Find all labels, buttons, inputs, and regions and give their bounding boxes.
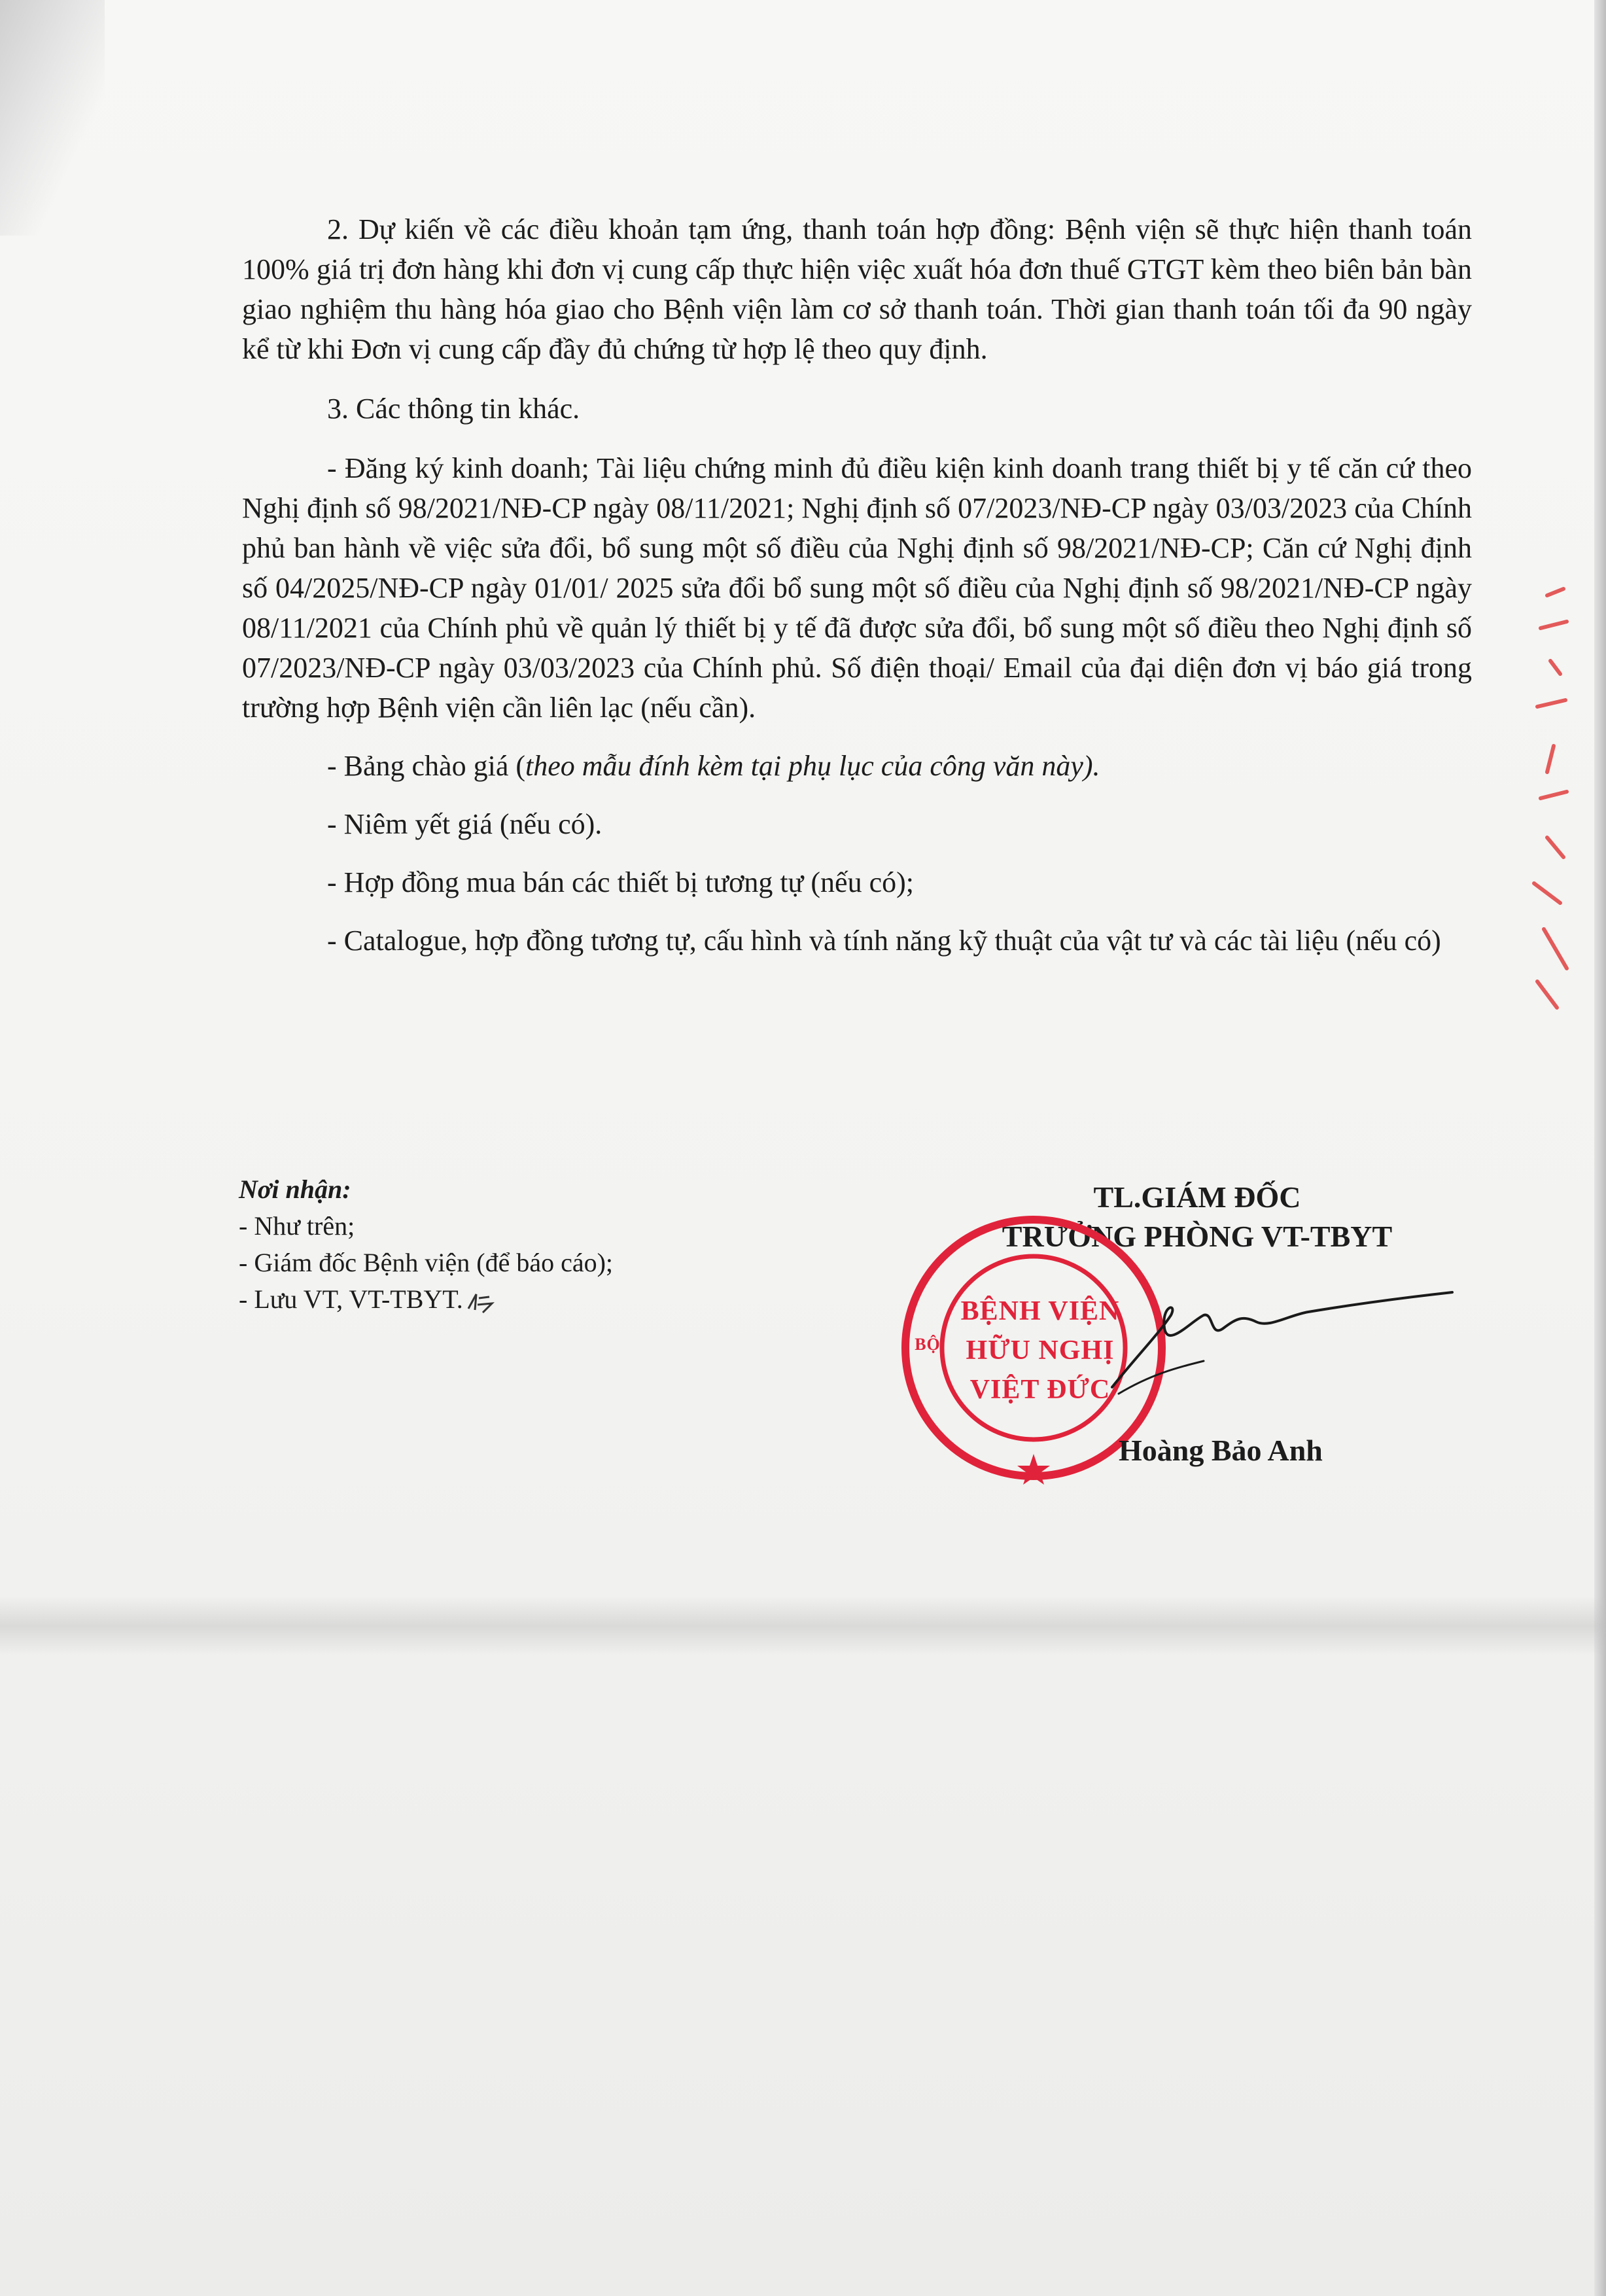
paragraph-business-registration: - Đăng ký kinh doanh; Tài liệu chứng minh đủ điều kiện kinh doanh trang thiết bị y tế căn cứ theo Nghị định số 98/2021/NĐ-CP ngày 08/11/2021; Nghị định số 07/2023/NĐ-CP ngày 03/03/2023 của Chính phủ ban hành về việc sửa đổi, bổ sung một số điều của Nghị định số 98/2021/NĐ-CP; Căn cứ Nghị định số 04/2025/NĐ-CP ngày 01/01/ 2025 sửa đổi bổ sung một số điều của Nghị định số 98/2021/NĐ-CP ngày 08/11/2021 của Chính phủ về quản lý thiết bị y tế đã được sửa đổi, bổ sung một số điều theo Nghị định số 07/2023/NĐ-CP ngày 03/03/2023 của Chính phủ. Số điện thoại/ Email của đại diện đơn vị báo giá trong trường hợp Bệnh viện cần liên lạc (nếu cần).	[242, 452, 1472, 724]
page-edge	[1594, 0, 1606, 2296]
stamp-line-2: HỮU NGHỊ	[966, 1335, 1115, 1366]
signer-name: Hoàng Bảo Anh	[1119, 1434, 1323, 1467]
paragraph-payment-terms: 2. Dự kiến về các điều khoản tạm ứng, thanh toán hợp đồng: Bệnh viện sẽ thực hiện thanh toán 100% giá trị đơn hàng khi đơn vị cung cấp thực hiện việc xuất hóa đơn thuế GTGT kèm theo biên bản bàn giao nghiệm thu hàng hóa giao cho Bệnh viện làm cơ sở thanh toán. Thời gian thanh toán tối đa 90 ngày kể từ khi Đơn vị cung cấp đầy đủ chứng từ hợp lệ theo quy định.	[242, 213, 1472, 365]
handwritten-signature	[1099, 1276, 1465, 1407]
paragraph-price-quote	[242, 746, 1472, 786]
initials-mark-icon	[463, 1289, 502, 1315]
recipient-item: - Như trên;	[239, 1211, 355, 1241]
stamp-bleed-through	[1501, 576, 1580, 1047]
recipient-item	[239, 1281, 762, 1318]
recipient-item: - Giám đốc Bệnh viện (để báo cáo);	[239, 1248, 614, 1277]
price-quote-text: - Bảng chào giá (	[327, 750, 525, 782]
paper-crease	[0, 1597, 1606, 1655]
signer-authority: TL.GIÁM ĐỐC	[1093, 1180, 1301, 1214]
recipients-block	[239, 1171, 762, 1318]
paragraph-similar-contracts: - Hợp đồng mua bán các thiết bị tương tự (nếu có);	[327, 866, 914, 898]
signer-position: TRƯỞNG PHÒNG VT-TBYT	[1002, 1220, 1393, 1253]
recipient-item-text: - Lưu VT, VT-TBYT.	[239, 1284, 463, 1314]
page-fold-shadow	[0, 0, 105, 236]
document-body	[242, 209, 1472, 961]
paragraph-catalogue: - Catalogue, hợp đồng tương tự, cấu hình và tính năng kỹ thuật của vật tư và các tài liệu (nếu có)	[327, 925, 1441, 957]
stamp-side-text: BỘ	[915, 1335, 941, 1354]
price-quote-note: theo mẫu đính kèm tại phụ lục của công văn này).	[525, 750, 1100, 782]
stamp-line-1: BỆNH VIỆN	[960, 1296, 1120, 1326]
paragraph-other-info-heading: 3. Các thông tin khác.	[327, 393, 580, 425]
stamp-line-3: VIỆT ĐỨC	[969, 1375, 1111, 1405]
paragraph-listed-price: - Niêm yết giá (nếu có).	[327, 808, 602, 840]
recipients-heading: Nơi nhận:	[239, 1174, 351, 1204]
signature-block	[903, 1178, 1492, 1505]
